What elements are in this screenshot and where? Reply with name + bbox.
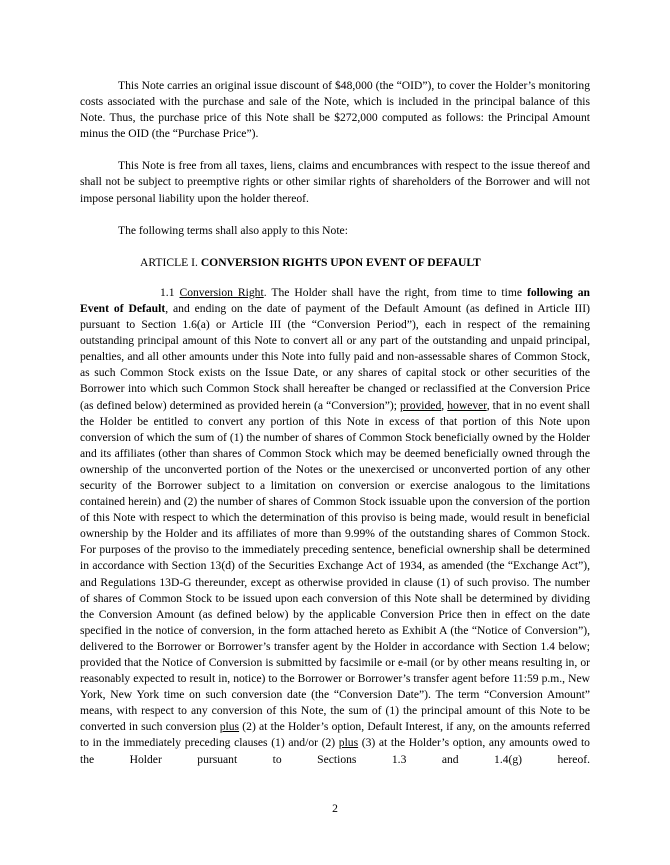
section-text-2: , and ending on the date of payment of the Default Amount (as defined in Article III) pursuant to Section 1.6(a) or Article III (the “Conversion Period”), each in respect of the remaining outstanding principal amount of this Note to convert all or any part of the outstanding and unpaid principal, penalties, and all other amounts under this Note into fully paid and non-assessable shares of Common Stock, as such Common Stock exists on the Issue Date, or any shares of capital stock or other securities of the Borrower into which such Common Stock shall hereafter be changed or reclassified at the Conversion Price (as defined below) determined as provided herein (a “Conversion”); <box>80 301 590 412</box>
paragraph-terms-intro: The following terms shall also apply to this Note: <box>118 223 348 237</box>
section-title: Conversion Right <box>179 285 264 299</box>
paragraph-taxes: This Note is free from all taxes, liens, claims and encumbrances with respect to the issue thereof and shall not be subject to preemptive rights or other similar rights of shareholders of the Borrower and will not impose personal liability upon the holder thereof. <box>80 159 590 205</box>
section-bold-1: following an Event of Default <box>80 285 590 315</box>
section-text-6: (3) at the Holder’s option, any amounts owed to the Holder pursuant to Sections 1.3 and 1.4(g) hereof. <box>80 736 590 766</box>
article-heading <box>80 255 590 271</box>
paragraph-oid: This Note carries an original issue discount of $48,000 (the “OID”), to cover the Holder’s monitoring costs associated with the purchase and sale of the Note, which is included in the principal balance of this Note. Thus, the purchase price of this Note shall be $272,000 computed as follows: the Principal Amount minus the OID (the “Purchase Price”). <box>80 79 590 141</box>
section-underline-provided: provided <box>400 398 442 412</box>
section-underline-however: however <box>447 398 487 412</box>
section-conversion-right <box>80 285 590 768</box>
section-underline-plus-1: plus <box>219 720 240 734</box>
page-number: 2 <box>332 802 338 815</box>
section-text-3: , <box>441 398 448 412</box>
document-page <box>80 78 590 768</box>
article-title: CONVERSION RIGHTS UPON EVENT OF DEFAULT <box>200 255 481 269</box>
article-prefix: ARTICLE I. <box>140 255 201 269</box>
section-text-1: . The Holder shall have the right, from time to time <box>263 285 528 299</box>
section-number: 1.1 <box>160 285 180 299</box>
section-text-5: (2) at the Holder’s option, Default Interest, if any, on the amounts referred to in the immediately preceding clauses (1) and/or (2) <box>80 720 590 750</box>
section-underline-plus-2: plus <box>338 736 359 750</box>
section-text-4: , that in no event shall the Holder be entitled to convert any portion of this Note in excess of that portion of this Note upon conversion of which the sum of (1) the number of shares of Common Stock beneficially owned by the Holder and its affiliates (other than shares of Common Stock which may be deemed beneficially owned through the ownership of the unconverted portion of the Notes or the unexercised or unconverted portion of any other security of the Borrower subject to a limitation on conversion or exercise analogous to the limitations contained herein) and (2) the number of shares of Common Stock issuable upon the conversion of the portion of this Note with respect to which the determination of this proviso is being made, would result in beneficial ownership by the Holder and its affiliates of more than 9.99% of the outstanding shares of Common Stock. For purposes of the proviso to the immediately preceding sentence, beneficial ownership shall be determined in accordance with Section 13(d) of the Securities Exchange Act of 1934, as amended (the “Exchange Act”), and Regulations 13D-G thereunder, except as otherwise provided in clause (1) of such proviso. The number of shares of Common Stock to be issued upon each conversion of this Note shall be determined by dividing the Conversion Amount (as defined below) by the applicable Conversion Price then in effect on the date specified in the notice of conversion, in the form attached hereto as Exhibit A (the “Notice of Conversion”), delivered to the Borrower or Borrower’s transfer agent by the Holder in accordance with Section 1.4 below; provided that the Notice of Conversion is submitted by facsimile or e-mail (or by other means resulting in, or reasonably expected to result in, notice) to the Borrower or Borrower’s transfer agent before 11:59 p.m., New York, New York time on such conversion date (the “Conversion Date”). The term “Conversion Amount” means, with respect to any conversion of this Note, the sum of (1) the principal amount of this Note to be converted in such conversion <box>80 398 590 734</box>
